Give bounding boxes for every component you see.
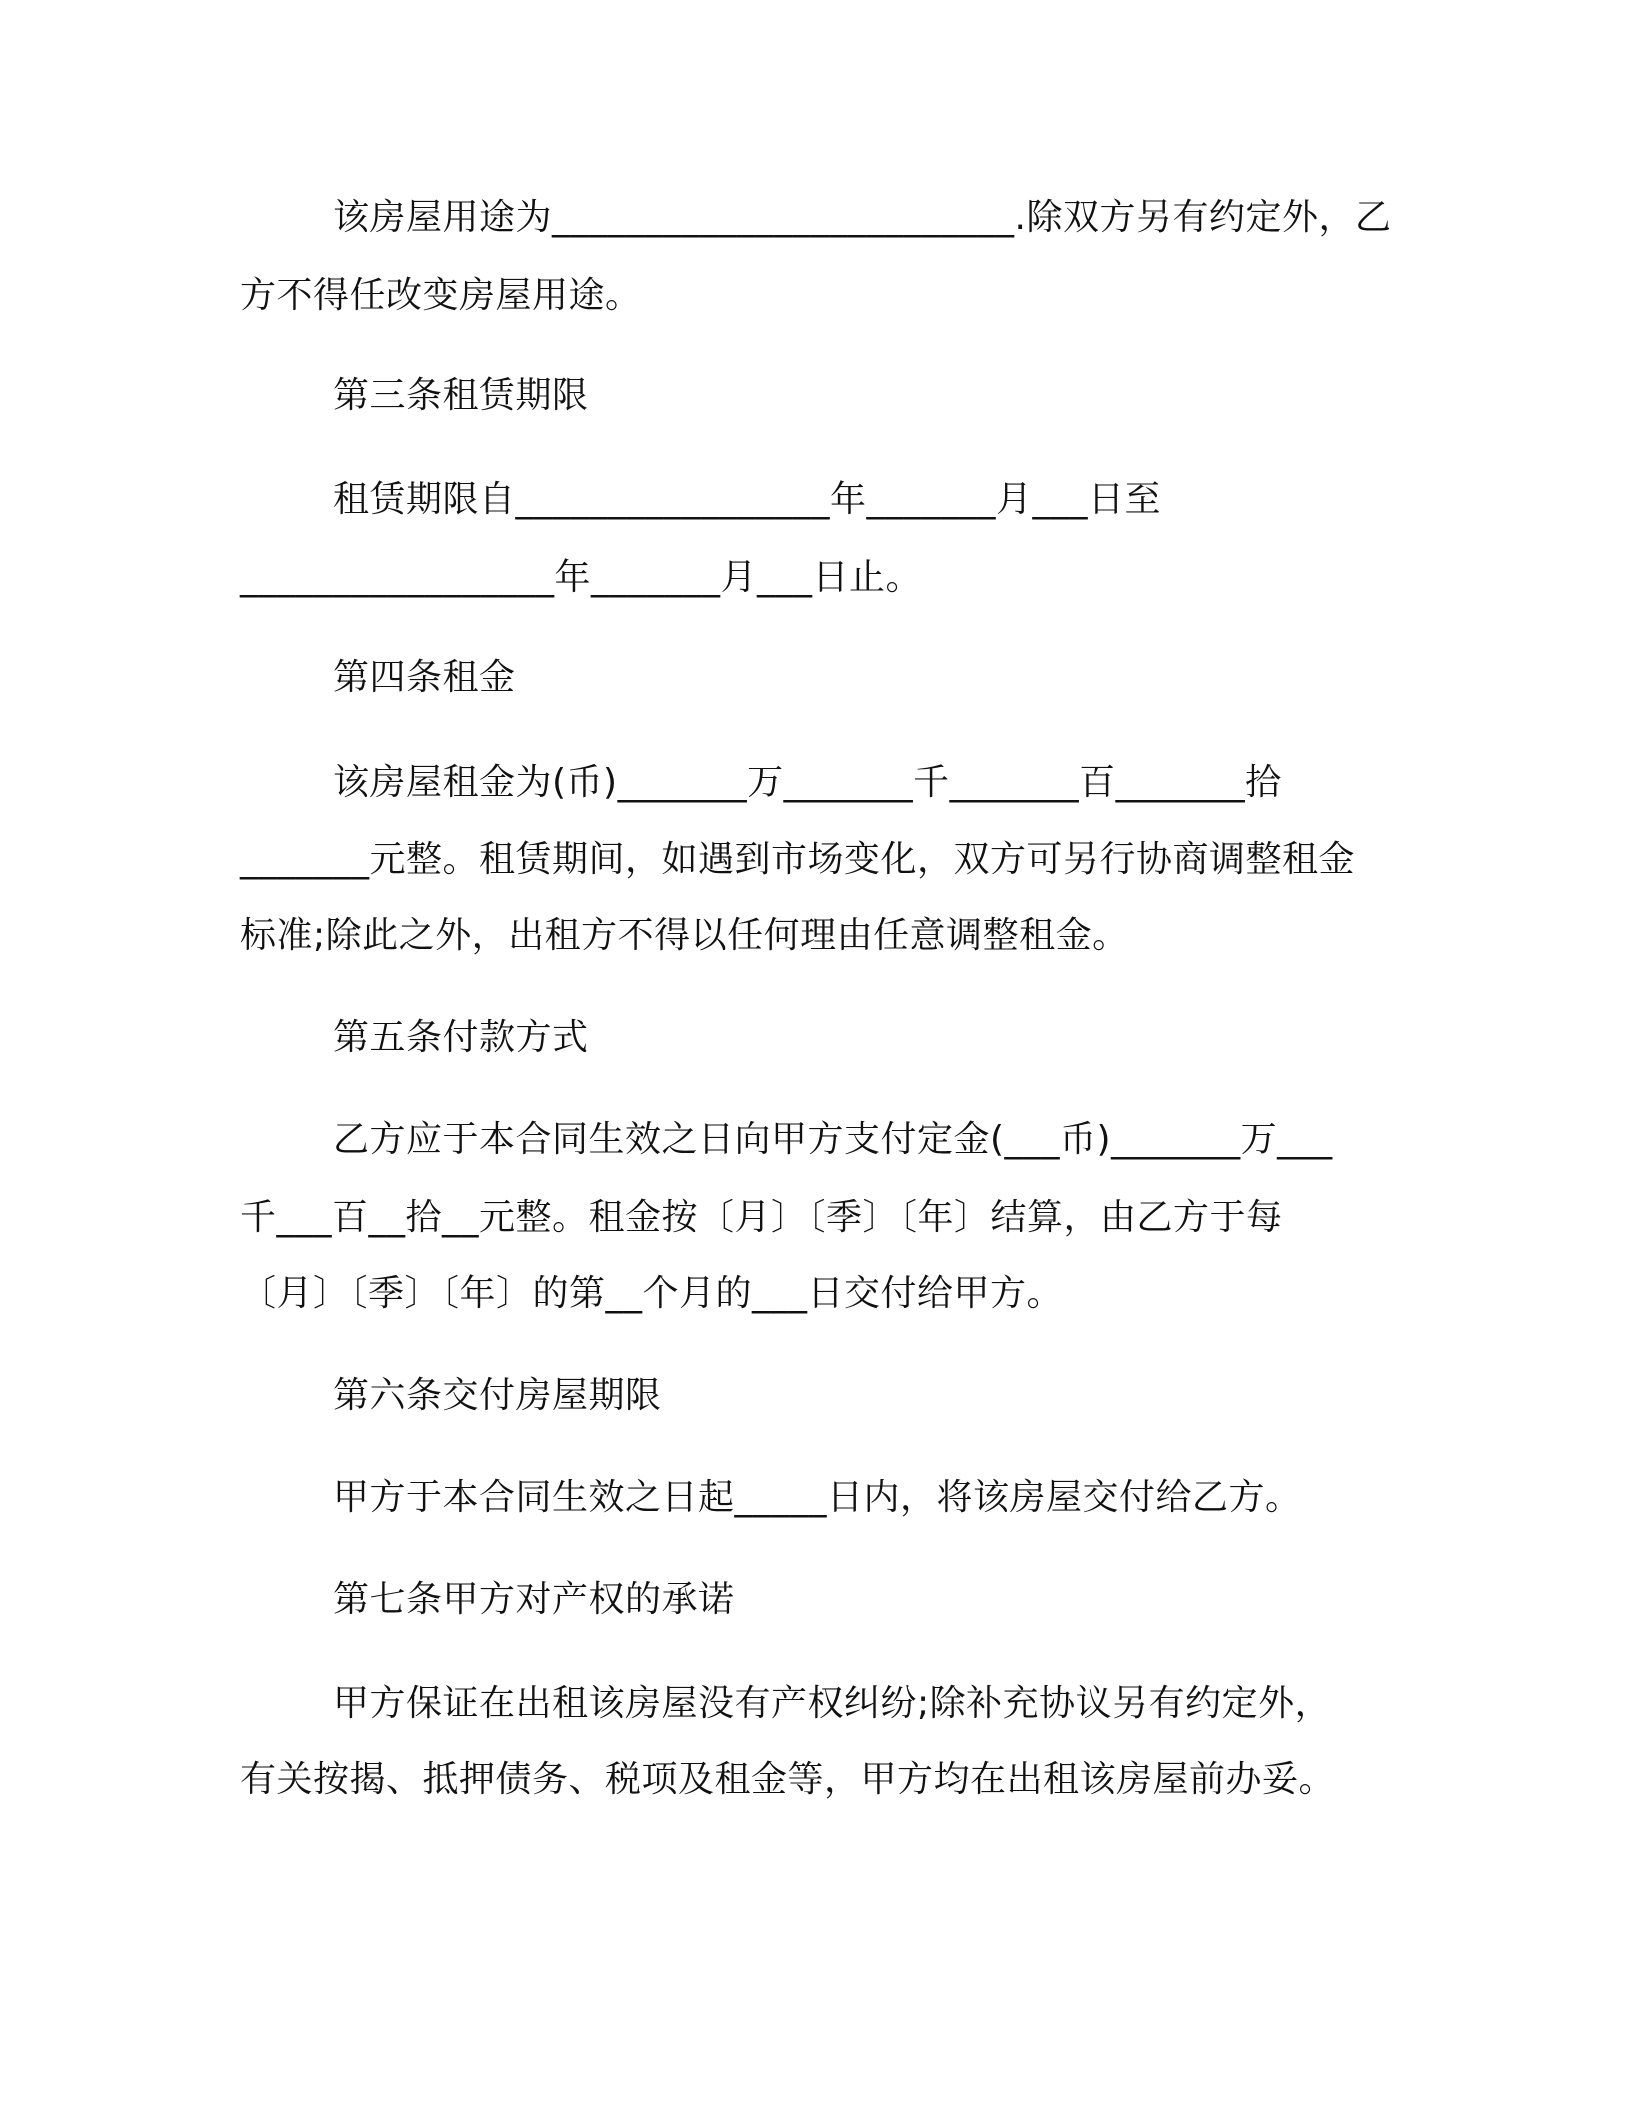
clause-5-body-line-3: 〔月〕〔季〕〔年〕的第__个月的___日交付给甲方。 — [240, 1273, 1064, 1314]
clause-3-heading: 第三条租赁期限 — [333, 375, 589, 416]
clause-2-usage-line-2: 方不得任改变房屋用途。 — [240, 275, 642, 316]
clause-6-heading: 第六条交付房屋期限 — [333, 1375, 662, 1416]
clause-4-body-line-2: _______元整。租赁期间，如遇到市场变化，双方可另行协商调整租金 — [240, 839, 1356, 880]
clause-5-body-line-1: 乙方应于本合同生效之日向甲方支付定金(___币)_______万___ — [333, 1119, 1333, 1160]
clause-3-body-line-2: _________________年_______月___日止。 — [240, 557, 923, 598]
clause-7-body-line-1: 甲方保证在出租该房屋没有产权纠纷;除补充协议另有约定外， — [333, 1683, 1332, 1724]
clause-7-heading: 第七条甲方对产权的承诺 — [333, 1579, 735, 1620]
clause-3-body-line-1: 租赁期限自_________________年_______月___日至 — [333, 479, 1162, 520]
clause-2-usage-line-1: 该房屋用途为_________________________.除双方另有约定外，乙 — [333, 197, 1392, 238]
clause-7-body-line-2: 有关按揭、抵押债务、税项及租金等，甲方均在出租该房屋前办妥。 — [240, 1759, 1336, 1800]
clause-4-body-line-1: 该房屋租金为(币)_______万_______千_______百_______拾 — [333, 762, 1282, 803]
clause-4-heading: 第四条租金 — [333, 657, 516, 698]
clause-4-body-line-3: 标准;除此之外，出租方不得以任何理由任意调整租金。 — [240, 915, 1129, 956]
clause-5-heading: 第五条付款方式 — [333, 1017, 589, 1058]
clause-5-body-line-2: 千___百__拾__元整。租金按〔月〕〔季〕〔年〕结算，由乙方于每 — [240, 1197, 1283, 1238]
clause-6-body-line-1: 甲方于本合同生效之日起_____日内，将该房屋交付给乙方。 — [333, 1477, 1302, 1518]
